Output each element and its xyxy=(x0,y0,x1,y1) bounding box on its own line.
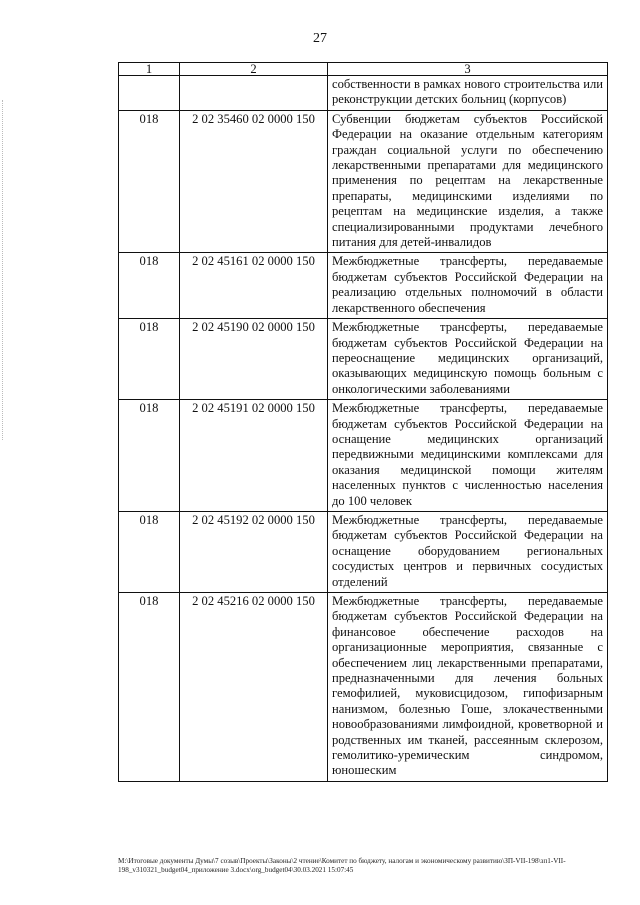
table-row xyxy=(119,319,608,400)
kbk-code-cell xyxy=(180,76,328,111)
description-cell: Межбюджетные трансферты, передаваемые бюджетам субъектов Российской Федерации на переоснащение медицинских организаций, оказывающих медицинскую помощь больным с онкологическими заболеваниями xyxy=(328,319,608,400)
table-row xyxy=(119,76,608,111)
page-number: 27 xyxy=(313,31,327,46)
description-cell: Межбюджетные трансферты, передаваемые бюджетам субъектов Российской Федерации на финансовое обеспечение расходов на организационные мероприятия, связанные с обеспечением лиц лекарственными препаратами, предназначенными для лечения больных гемофилией, муковисцидозом, гипофизарным нанизмом, болезнью Гоше, злокачественными новообразованиями лимфоидной, кроветворной и родственных им тканей, рассеянным склерозом, гемолитико-уремическим синдромом, юношеским xyxy=(328,593,608,782)
kbk-code-cell: 2 02 45216 02 0000 150 xyxy=(180,593,328,782)
kbk-code-cell: 2 02 45191 02 0000 150 xyxy=(180,400,328,512)
description-cell: Субвенции бюджетам субъектов Российской Федерации на оказание отдельным категориям граждан социальной услуги по обеспечению лекарственными препаратами для медицинского применения по рецептам на лекарственные препараты, медицинскими изделиями по рецептам на медицинские изделия, а также специализированными продуктами лечебного питания для детей-инвалидов xyxy=(328,110,608,253)
column-header-1: 1 xyxy=(119,63,180,76)
table-row xyxy=(119,400,608,512)
admin-code-cell: 018 xyxy=(119,110,180,253)
table-row xyxy=(119,511,608,592)
file-path-footer xyxy=(118,857,618,875)
admin-code-cell xyxy=(119,76,180,111)
admin-code-cell: 018 xyxy=(119,400,180,512)
admin-code-cell: 018 xyxy=(119,253,180,319)
description-cell: Межбюджетные трансферты, передаваемые бюджетам субъектов Российской Федерации на реализацию отдельных полномочий в области лекарственного обеспечения xyxy=(328,253,608,319)
scan-edge-marks xyxy=(2,100,5,440)
description-cell: собственности в рамках нового строительства или реконструкции детских больниц (корпусов) xyxy=(328,76,608,111)
table-header-row xyxy=(119,63,608,76)
admin-code-cell: 018 xyxy=(119,593,180,782)
footer-path-line-2: 198_v310321_budget04_приложение 3.docx\org_budget04\30.03.2021 15:07:45 xyxy=(118,866,354,874)
column-header-3: 3 xyxy=(328,63,608,76)
table-row xyxy=(119,253,608,319)
column-header-2: 2 xyxy=(180,63,328,76)
kbk-code-cell: 2 02 35460 02 0000 150 xyxy=(180,110,328,253)
table-row xyxy=(119,110,608,253)
description-cell: Межбюджетные трансферты, передаваемые бюджетам субъектов Российской Федерации на оснащение медицинских организаций передвижными медицинскими комплексами для оказания медицинской помощи жителям населенных пунктов с численностью населения до 100 человек xyxy=(328,400,608,512)
admin-code-cell: 018 xyxy=(119,511,180,592)
budget-classification-table xyxy=(118,62,608,782)
kbk-code-cell: 2 02 45190 02 0000 150 xyxy=(180,319,328,400)
footer-path-line-1: М:\Итоговые документы Думы\7 созыв\Проекты\Законы\2 чтение\Комитет по бюджету, налогам и экономическому развитию\ЗП-VII-198\зп1-VII- xyxy=(118,857,566,865)
kbk-code-cell: 2 02 45192 02 0000 150 xyxy=(180,511,328,592)
kbk-code-cell: 2 02 45161 02 0000 150 xyxy=(180,253,328,319)
description-cell: Межбюджетные трансферты, передаваемые бюджетам субъектов Российской Федерации на оснащение оборудованием региональных сосудистых центров и первичных сосудистых отделений xyxy=(328,511,608,592)
admin-code-cell: 018 xyxy=(119,319,180,400)
table-row xyxy=(119,593,608,782)
